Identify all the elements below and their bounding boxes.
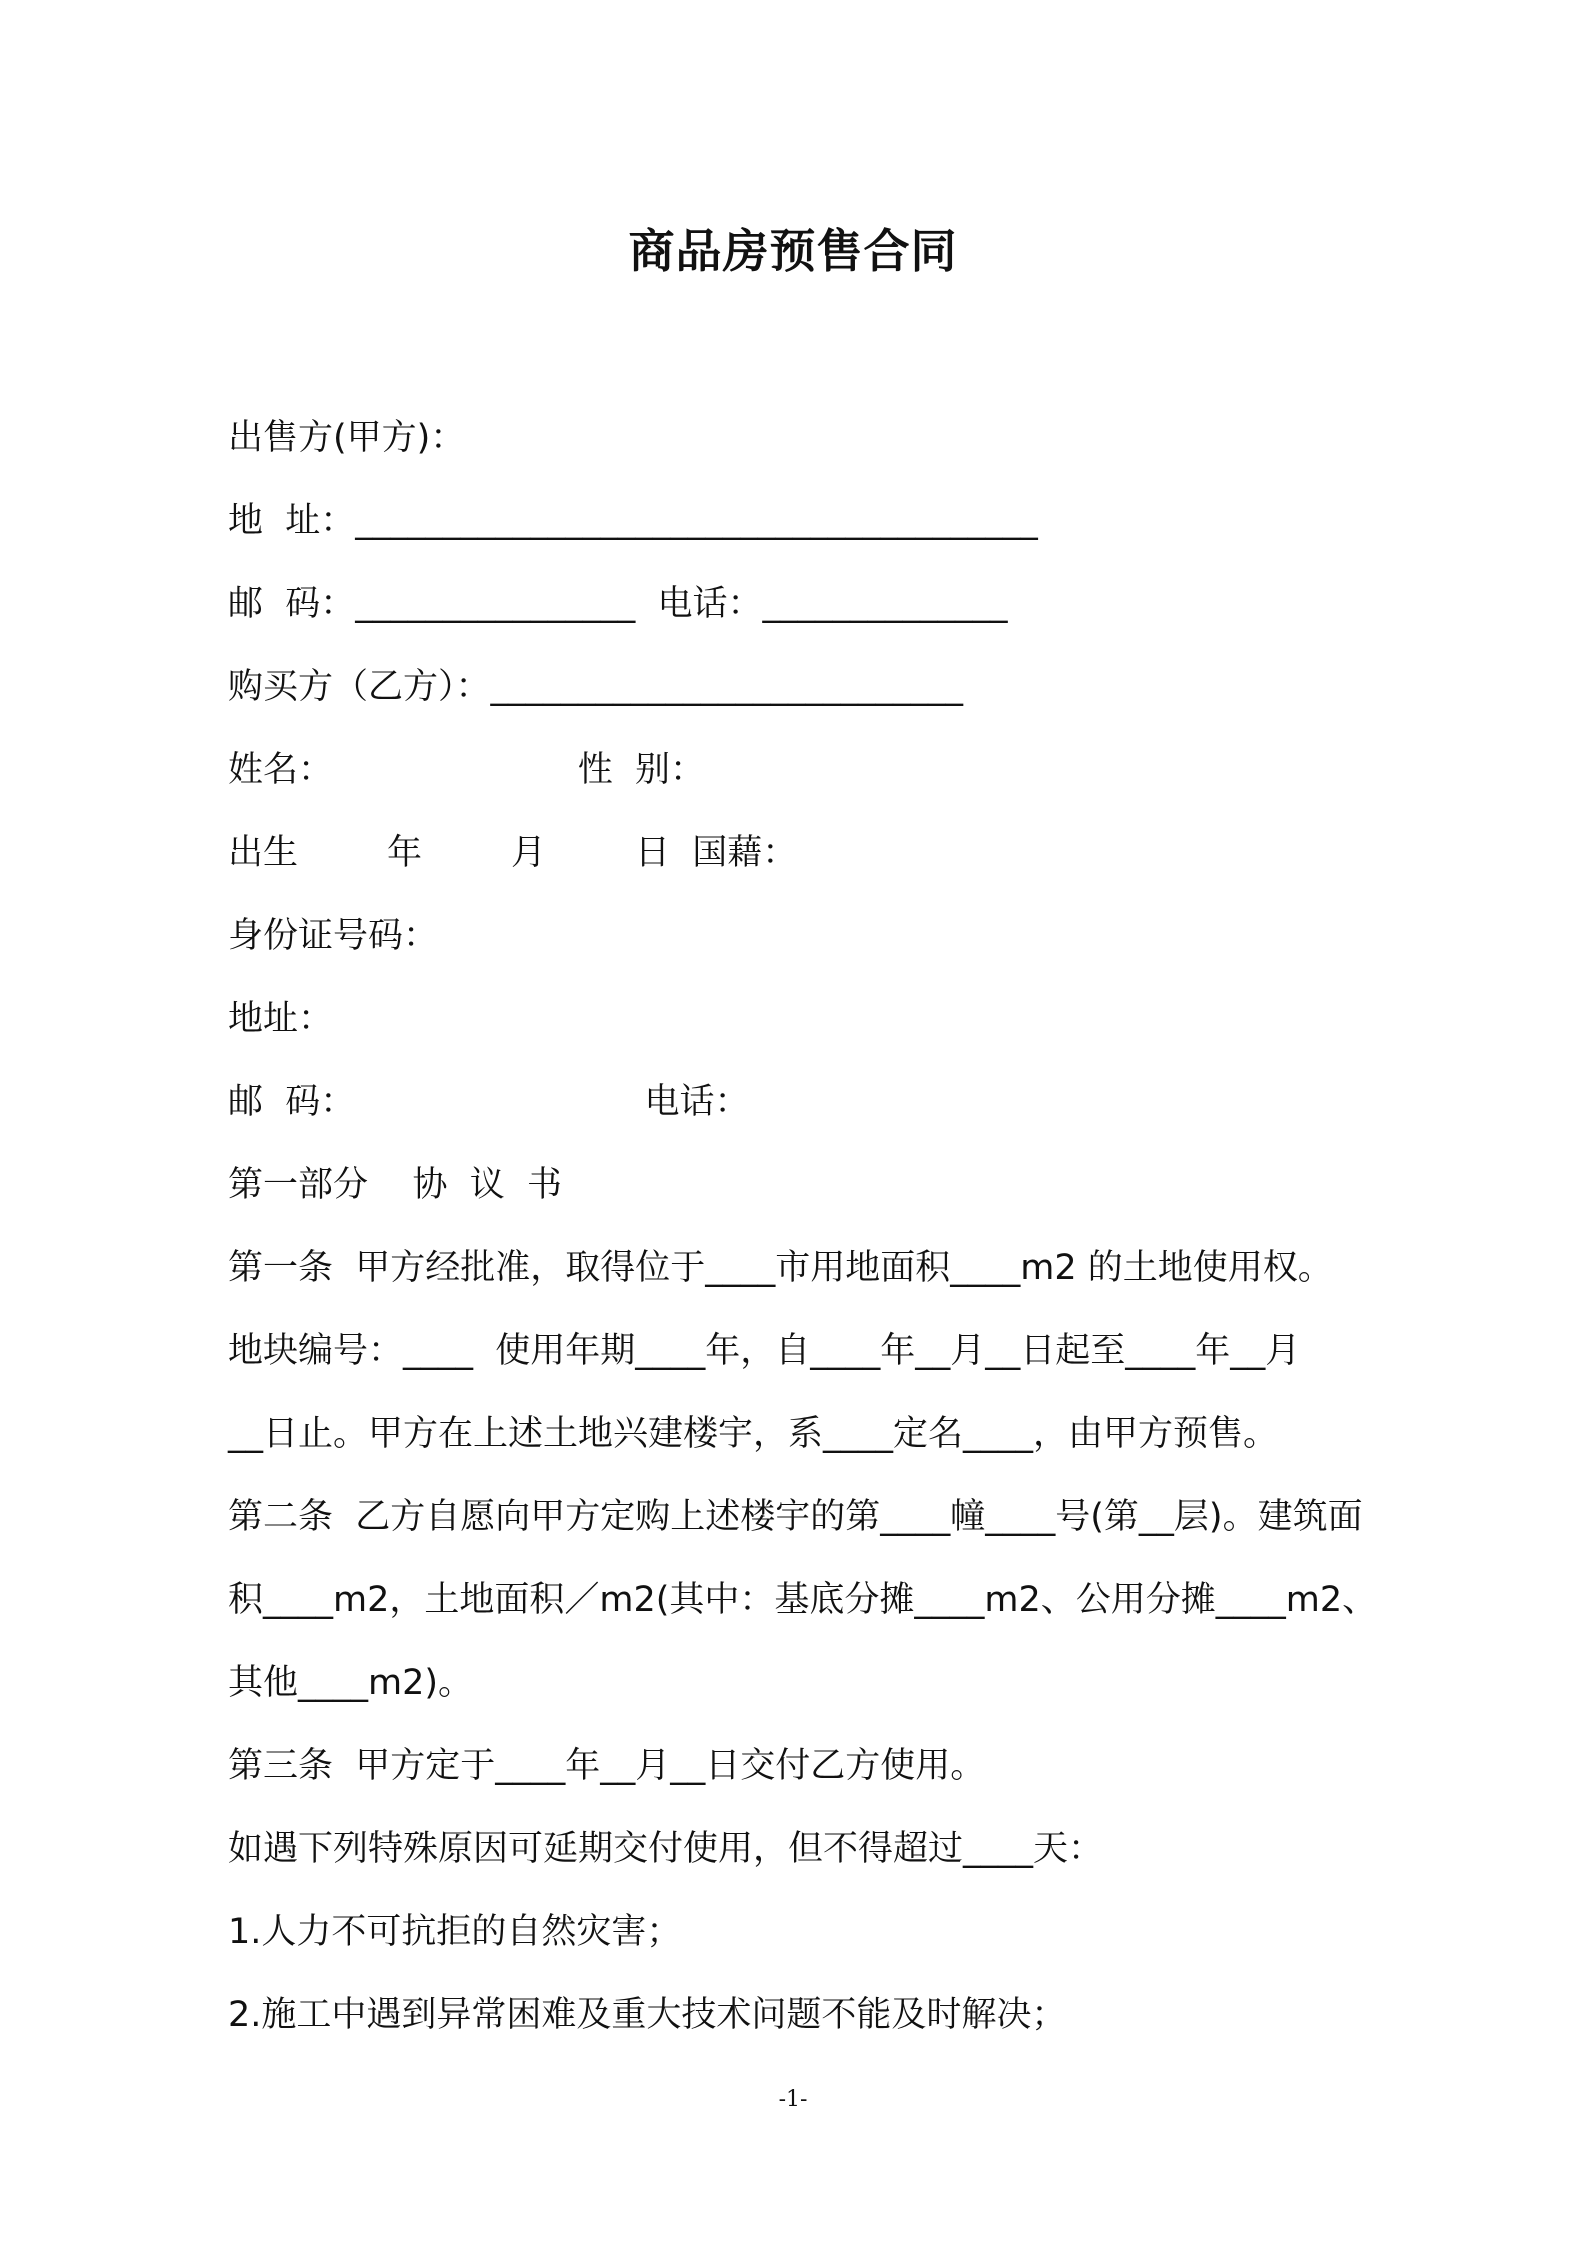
buyer-postcode-phone: 邮 码： 电话： [228,1082,750,1122]
buyer-address: 地址： [228,999,334,1039]
document-title: 商品房预售合同 [628,224,958,278]
article-one-line-1: 第一条 甲方经批准，取得位于____市用地面积____m2 的土地使用权。 [228,1248,1333,1288]
delay-reason-2: 2.施工中遇到异常困难及重大技术问题不能及时解决； [228,1995,1067,2035]
part-one-heading: 第一部分 协 议 书 [228,1165,563,1205]
article-one-line-3: __日止。甲方在上述土地兴建楼宇，系____定名____，由甲方预售。 [228,1414,1279,1454]
delay-clause: 如遇下列特殊原因可延期交付使用，但不得超过____天： [228,1829,1104,1869]
delay-reason-1: 1.人力不可抗拒的自然灾害； [228,1912,682,1952]
article-two-line-3: 其他____m2)。 [228,1663,474,1703]
buyer-name-gender: 姓名： 性 别： [228,750,706,790]
seller-postcode-phone: 邮 码：________________ 电话：______________ [228,584,1008,624]
buyer-birth-nationality: 出生 年 月 日 国藉： [228,833,798,873]
page-number: -1- [778,2087,808,2112]
article-two-line-2: 积____m2，土地面积／m2(其中：基底分摊____m2、公用分摊____m2、 [228,1580,1378,1620]
article-two-line-1: 第二条 乙方自愿向甲方定购上述楼宇的第____幢____号(第__层)。建筑面 [228,1497,1363,1537]
article-three-line-1: 第三条 甲方定于____年__月__日交付乙方使用。 [228,1746,986,1786]
buyer-id-number: 身份证号码： [228,916,439,956]
seller-address-line: 地 址：_______________________________________ [228,501,1038,541]
buyer-label: 购买方（乙方）：___________________________ [228,667,964,707]
seller-label: 出售方(甲方)： [228,418,466,458]
article-one-line-2: 地块编号：____ 使用年期____年，自____年__月__日起至____年__月 [228,1331,1301,1371]
